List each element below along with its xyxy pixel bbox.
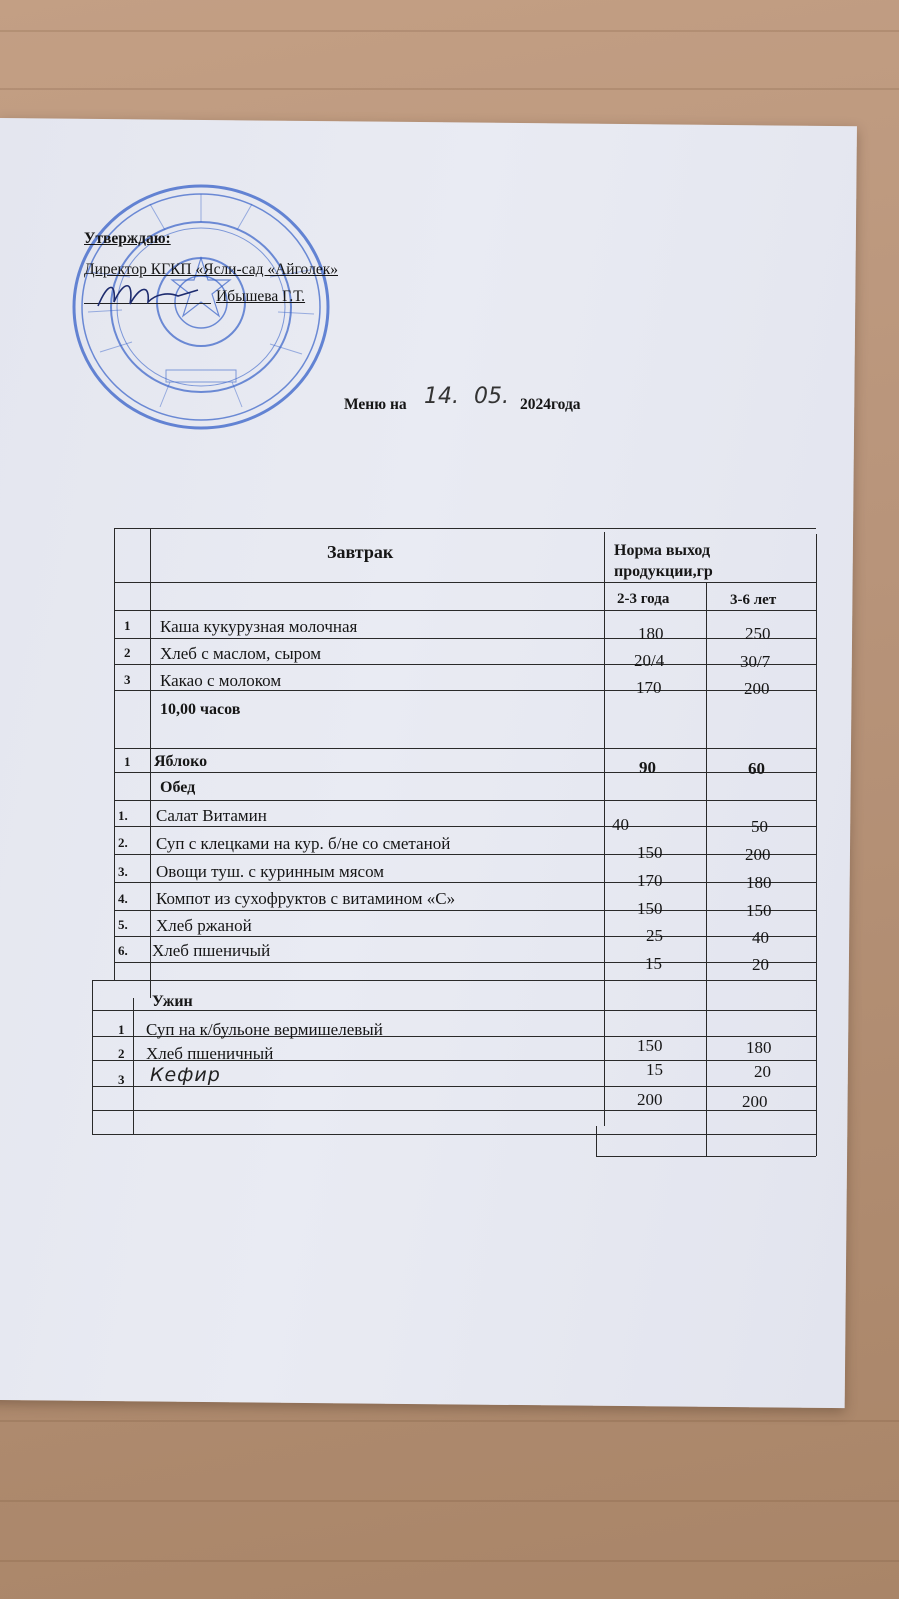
portion-2-3: 15 xyxy=(646,1060,663,1079)
menu-month: 05. xyxy=(474,384,509,409)
header-age-3-6: 3-6 лет xyxy=(730,592,777,608)
table-border xyxy=(92,1010,816,1011)
row-number: 3 xyxy=(118,1072,125,1087)
table-border xyxy=(114,910,816,911)
table-border xyxy=(114,882,816,883)
dish-name: Хлеб ржаной xyxy=(156,916,252,935)
director-name: Ибышева Г.Т. xyxy=(216,288,306,305)
table-border xyxy=(114,826,816,827)
portion-2-3: 200 xyxy=(637,1090,663,1109)
portion-3-6: 150 xyxy=(746,901,772,920)
table-border xyxy=(114,748,816,749)
menu-title xyxy=(344,384,581,414)
header-norm: Норма выход продукции,гр xyxy=(614,542,713,580)
dish-name: Хлеб пшеничный xyxy=(146,1044,274,1063)
table-border xyxy=(706,582,707,1156)
portion-3-6: 180 xyxy=(746,1038,772,1057)
row-number: 1 xyxy=(118,1022,125,1037)
section-snack: 10,00 часов xyxy=(160,701,241,718)
row-number: 3. xyxy=(118,864,128,879)
menu-day: 14. xyxy=(424,384,459,409)
portion-2-3: 40 xyxy=(612,815,629,834)
portion-2-3: 180 xyxy=(638,624,664,643)
wood-grain xyxy=(0,1420,899,1422)
portion-2-3: 20/4 xyxy=(634,651,665,670)
dish-name: Компот из сухофруктов с витамином «С» xyxy=(156,889,456,908)
portion-2-3: 150 xyxy=(637,1036,663,1055)
director-title: Директор КГКП «Ясли-сад «Айголек» xyxy=(84,261,338,278)
portion-3-6: 50 xyxy=(751,817,768,836)
portion-3-6: 250 xyxy=(745,624,771,643)
dish-name: Хлеб пшеничый xyxy=(152,941,271,960)
menu-year: 2024года xyxy=(520,396,581,413)
table-border xyxy=(114,638,816,639)
dish-name: Хлеб с маслом, сыром xyxy=(160,644,322,663)
portion-3-6: 200 xyxy=(745,845,771,864)
wood-grain xyxy=(0,1500,899,1502)
dish-name: Овощи туш. с куринным мясом xyxy=(156,862,385,881)
table-border xyxy=(114,962,816,963)
dish-name: Салат Витамин xyxy=(156,806,267,825)
row-number: 4. xyxy=(118,891,128,906)
table-border xyxy=(596,1126,597,1156)
table-border xyxy=(114,528,115,980)
section-lunch: Обед xyxy=(160,779,196,796)
portion-3-6: 20 xyxy=(752,955,769,974)
section-dinner: Ужин xyxy=(152,993,193,1010)
row-number: 1. xyxy=(118,808,128,823)
header-age-2-3: 2-3 года xyxy=(617,591,670,607)
table-border xyxy=(114,854,816,855)
table-border xyxy=(92,1134,816,1135)
wood-grain xyxy=(0,1560,899,1562)
table-border xyxy=(816,534,817,1156)
approval-label: Утверждаю: xyxy=(84,230,171,247)
table-border xyxy=(92,1086,816,1087)
portion-3-6: 30/7 xyxy=(740,652,771,671)
header-meal: Завтрак xyxy=(327,542,394,562)
table-border xyxy=(114,528,816,529)
row-number: 1 xyxy=(124,618,131,633)
row-number: 2 xyxy=(124,645,131,660)
dish-name: Яблоко xyxy=(154,753,208,770)
portion-2-3: 170 xyxy=(637,871,663,890)
table-border xyxy=(114,664,816,665)
dish-name: Суп с клецками на кур. б/не со сметаной xyxy=(156,834,451,853)
table-border xyxy=(114,772,816,773)
dish-name: Каша кукурузная молочная xyxy=(160,617,358,636)
table-border xyxy=(150,528,151,998)
dish-name: Суп на к/бульоне вермишелевый xyxy=(146,1020,383,1039)
portion-3-6: 180 xyxy=(746,873,772,892)
portion-2-3: 15 xyxy=(645,954,662,973)
row-number: 5. xyxy=(118,917,128,932)
handwritten-signature xyxy=(94,276,204,314)
dish-name: Какао с молоком xyxy=(160,671,282,690)
portion-3-6: 200 xyxy=(742,1092,768,1111)
portion-3-6: 20 xyxy=(754,1062,771,1081)
dish-name-handwritten: Кефир xyxy=(150,1064,221,1086)
portion-2-3: 150 xyxy=(637,899,663,918)
table-border xyxy=(92,980,816,981)
table-border xyxy=(92,1110,816,1111)
table-border xyxy=(114,936,816,937)
menu-prefix: Меню на xyxy=(344,396,407,413)
table-border xyxy=(596,1156,816,1157)
row-number: 6. xyxy=(118,943,128,958)
portion-3-6: 200 xyxy=(744,679,770,698)
row-number: 1 xyxy=(124,754,131,769)
portion-3-6: 60 xyxy=(748,759,765,778)
portion-3-6: 40 xyxy=(752,928,769,947)
table-border xyxy=(114,582,816,583)
portion-2-3: 25 xyxy=(646,926,663,945)
table-border xyxy=(133,998,134,1134)
wood-grain xyxy=(0,30,899,32)
portion-2-3: 150 xyxy=(637,843,663,862)
row-number: 3 xyxy=(124,672,131,687)
table-border xyxy=(114,610,816,611)
table-border xyxy=(114,800,816,801)
wood-grain xyxy=(0,88,899,90)
row-number: 2 xyxy=(118,1046,125,1061)
portion-2-3: 170 xyxy=(636,678,662,697)
portion-2-3: 90 xyxy=(639,758,656,777)
row-number: 2. xyxy=(118,835,128,850)
